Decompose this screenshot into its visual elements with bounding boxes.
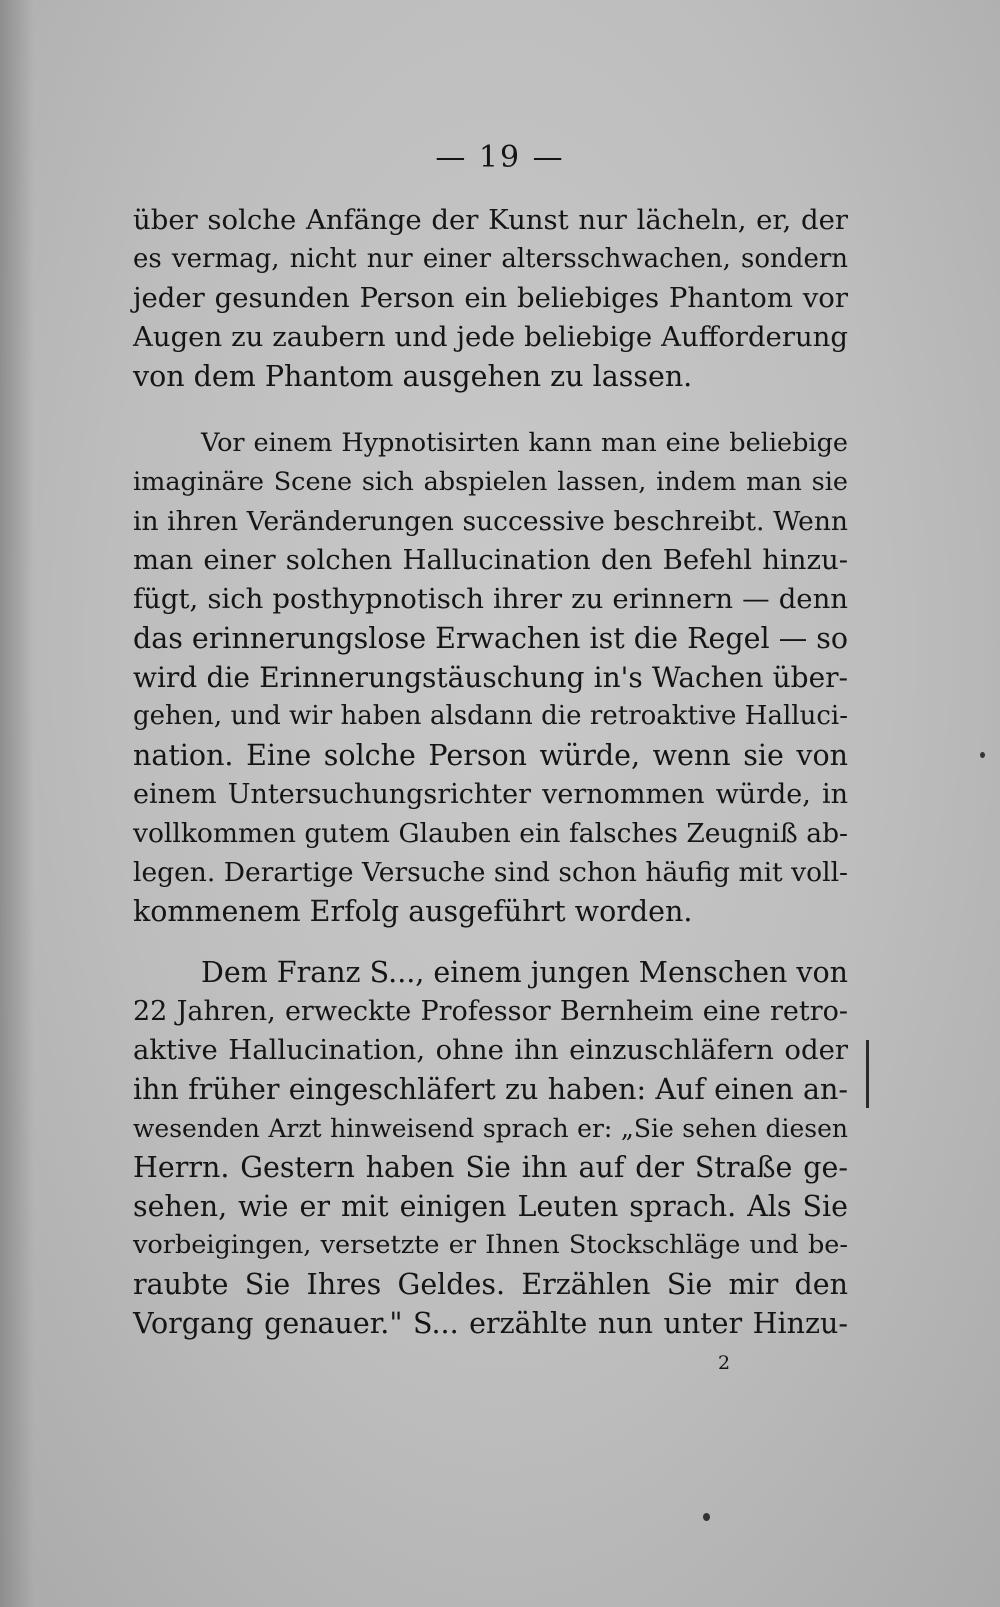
- text-line: fügt, sich posthypnotisch ihrer zu erinnern — denn: [133, 583, 848, 615]
- text-line: nation. Eine solche Person würde, wenn sie von: [133, 739, 848, 772]
- text-line: sehen, wie er mit einigen Leuten sprach. Als Sie: [133, 1190, 848, 1223]
- paragraph-3: [133, 953, 848, 1343]
- text-line: es vermag, nicht nur einer altersschwachen, sondern: [133, 244, 848, 274]
- text-line: 22 Jahren, erweckte Professor Bernheim eine retro-: [133, 996, 848, 1027]
- text-line: Vorgang genauer." S... erzählte nun unter Hinzu-: [133, 1307, 848, 1340]
- text-line: vorbeigingen, versetzte er Ihnen Stockschläge und be-: [133, 1230, 848, 1260]
- text-line: in ihren Veränderungen successive beschreibt. Wenn: [133, 506, 848, 537]
- text-line: von dem Phantom ausgehen zu lassen.: [133, 360, 693, 393]
- paragraph-1: [133, 201, 848, 396]
- text-line: das erinnerungslose Erwachen ist die Regel — so: [133, 622, 849, 655]
- text-line: jeder gesunden Person ein beliebiges Phantom vor: [133, 282, 848, 314]
- ink-speck: [703, 1513, 710, 1521]
- text-line: legen. Derartige Versuche sind schon häufig mit voll-: [133, 857, 848, 888]
- text-line: imaginäre Scene sich abspielen lassen, indem man sie: [133, 467, 848, 497]
- text-line: Dem Franz S..., einem jungen Menschen von: [201, 956, 849, 989]
- text-line: aktive Hallucination, ohne ihn einzuschläfern oder: [133, 1034, 848, 1066]
- text-line: man einer solchen Hallucination den Befehl hinzu-: [133, 544, 848, 576]
- text-line: vollkommen gutem Glauben ein falsches Zeugniß ab-: [133, 818, 848, 849]
- text-line: einem Untersuchungsrichter vernommen würde, in: [133, 779, 848, 810]
- text-line: ihn früher eingeschläfert zu haben: Auf einen an-: [133, 1073, 848, 1106]
- page-number: — 19 —: [435, 140, 565, 175]
- binding-shadow: [0, 0, 34, 1607]
- margin-mark: [866, 1040, 869, 1108]
- ink-speck: [980, 752, 985, 758]
- text-line: Augen zu zaubern und jede beliebige Aufforderung: [133, 321, 848, 353]
- signature-mark: 2: [718, 1352, 731, 1374]
- text-line: wird die Erinnerungstäuschung in's Wachen über-: [133, 661, 848, 694]
- text-line: Vor einem Hypnotisirten kann man eine beliebige: [201, 428, 848, 458]
- text-line: Herrn. Gestern haben Sie ihn auf der Straße ge-: [133, 1151, 848, 1184]
- text-line: über solche Anfänge der Kunst nur lächeln, er, der: [133, 204, 848, 236]
- text-line: wesenden Arzt hinweisend sprach er: „Sie sehen diesen: [133, 1114, 848, 1143]
- text-line: raubte Sie Ihres Geldes. Erzählen Sie mir den: [133, 1268, 848, 1301]
- text-line: gehen, und wir haben alsdann die retroaktive Halluci-: [133, 701, 848, 731]
- paragraph-2: [133, 424, 848, 931]
- text-line: kommenem Erfolg ausgeführt worden.: [133, 895, 693, 928]
